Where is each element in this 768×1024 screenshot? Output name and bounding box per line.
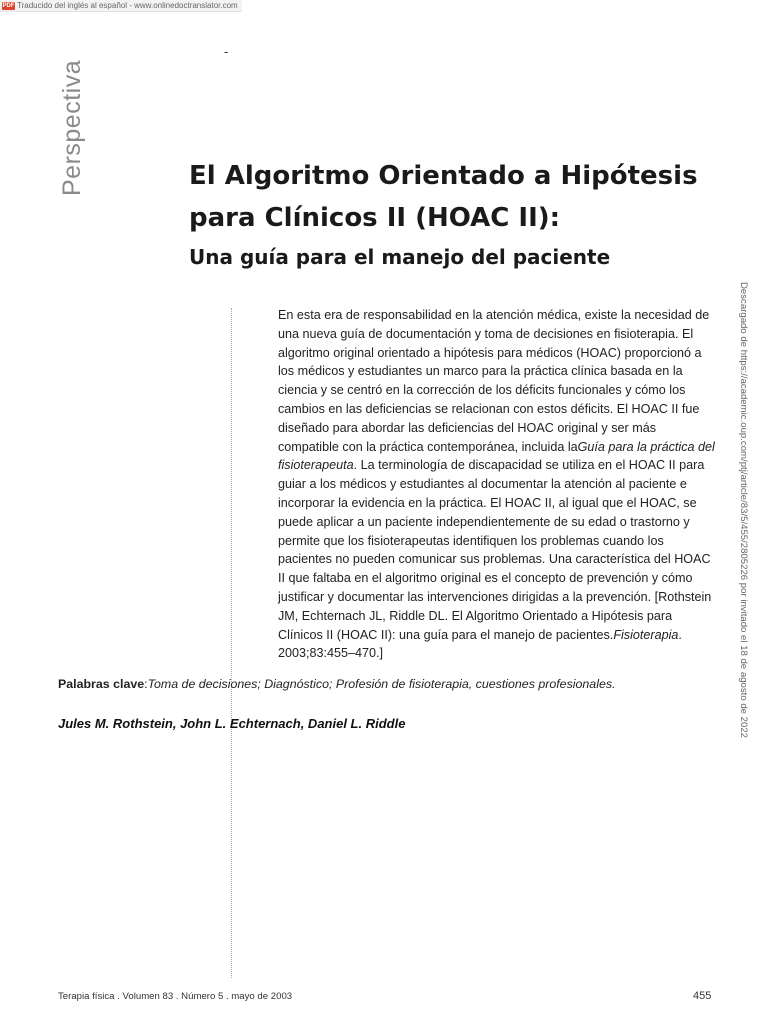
authors: Jules M. Rothstein, John L. Echternach, Daniel L. Riddle: [58, 716, 406, 731]
keywords-label: Palabras clave: [58, 677, 145, 691]
keywords-text: Toma de decisiones; Diagnóstico; Profesión de fisioterapia, cuestiones profesionales.: [147, 677, 616, 691]
article-title: [189, 155, 698, 239]
abstract-part-3: . 2003;83:455–470.]: [278, 627, 682, 661]
keywords: [58, 677, 615, 691]
translation-banner[interactable]: [0, 0, 242, 12]
pdf-logo-icon: PDF: [2, 2, 15, 9]
page-number: 455: [693, 990, 712, 1002]
abstract-journal: Fisioterapia: [613, 627, 679, 642]
article-subtitle: Una guía para el manejo del paciente: [189, 245, 611, 269]
title-line-1: El Algoritmo Orientado a Hipótesis: [189, 161, 698, 191]
abstract-part-2: . La terminología de discapacidad se utiliza en el HOAC II para guiar a los médicos y estudiantes al documentar la atención al paciente e incorporar la evidencia en la práctica. El HOAC II, al igual que el HOAC, se puede aplicar a un paciente independientemente de su edad o trastorno y permite que los fisioterapeutas identifiquen los problemas cuando los pacientes no pueden comunicar sus problemas. Una característica del HOAC II que faltaba en el algoritmo original es el concepto de prevención y cómo justificar y documentar las intervenciones dirigidas a la prevención. [Rothstein JM, Echternach JL, Riddle DL. El Algoritmo Orientado a Hipótesis para Clínicos II (HOAC II): una guía para el manejo de pacientes.: [278, 458, 712, 642]
keywords-separator: :: [144, 677, 148, 691]
abstract-guide-title: Guía para la práctica del fisioterapeuta: [278, 439, 715, 473]
dotted-divider: [231, 308, 232, 978]
section-label: Perspectiva: [58, 59, 86, 196]
translation-banner-text[interactable]: Traducido del inglés al español - www.onlinedoctranslator.com: [17, 1, 238, 10]
title-line-2: para Clínicos II (HOAC II):: [189, 203, 561, 233]
download-note: Descargado de https://academic.oup.com/ptj/article/83/5/455/2805226 por invitado el 18 de agosto de 2022: [738, 282, 749, 739]
dash-mark: -: [224, 44, 229, 59]
abstract-part-1: En esta era de responsabilidad en la atención médica, existe la necesidad de una nueva guía de documentación y toma de decisiones en fisioterapia. El algoritmo original orientado a hipótesis para médicos (HOAC) proporcionó a los médicos y estudiantes un marco para la práctica clínica basada en la ciencia y se centró en la corrección de los déficits funcionales y cómo los cambios en las deficiencias se relacionan con estos déficits. El HOAC II fue diseñado para abordar las deficiencias del HOAC original y ser más compatible con la práctica contemporánea, incluida la: [278, 308, 710, 454]
abstract: [278, 306, 718, 663]
footer-journal-info: Terapia física . Volumen 83 . Número 5 . mayo de 2003: [58, 991, 293, 1002]
